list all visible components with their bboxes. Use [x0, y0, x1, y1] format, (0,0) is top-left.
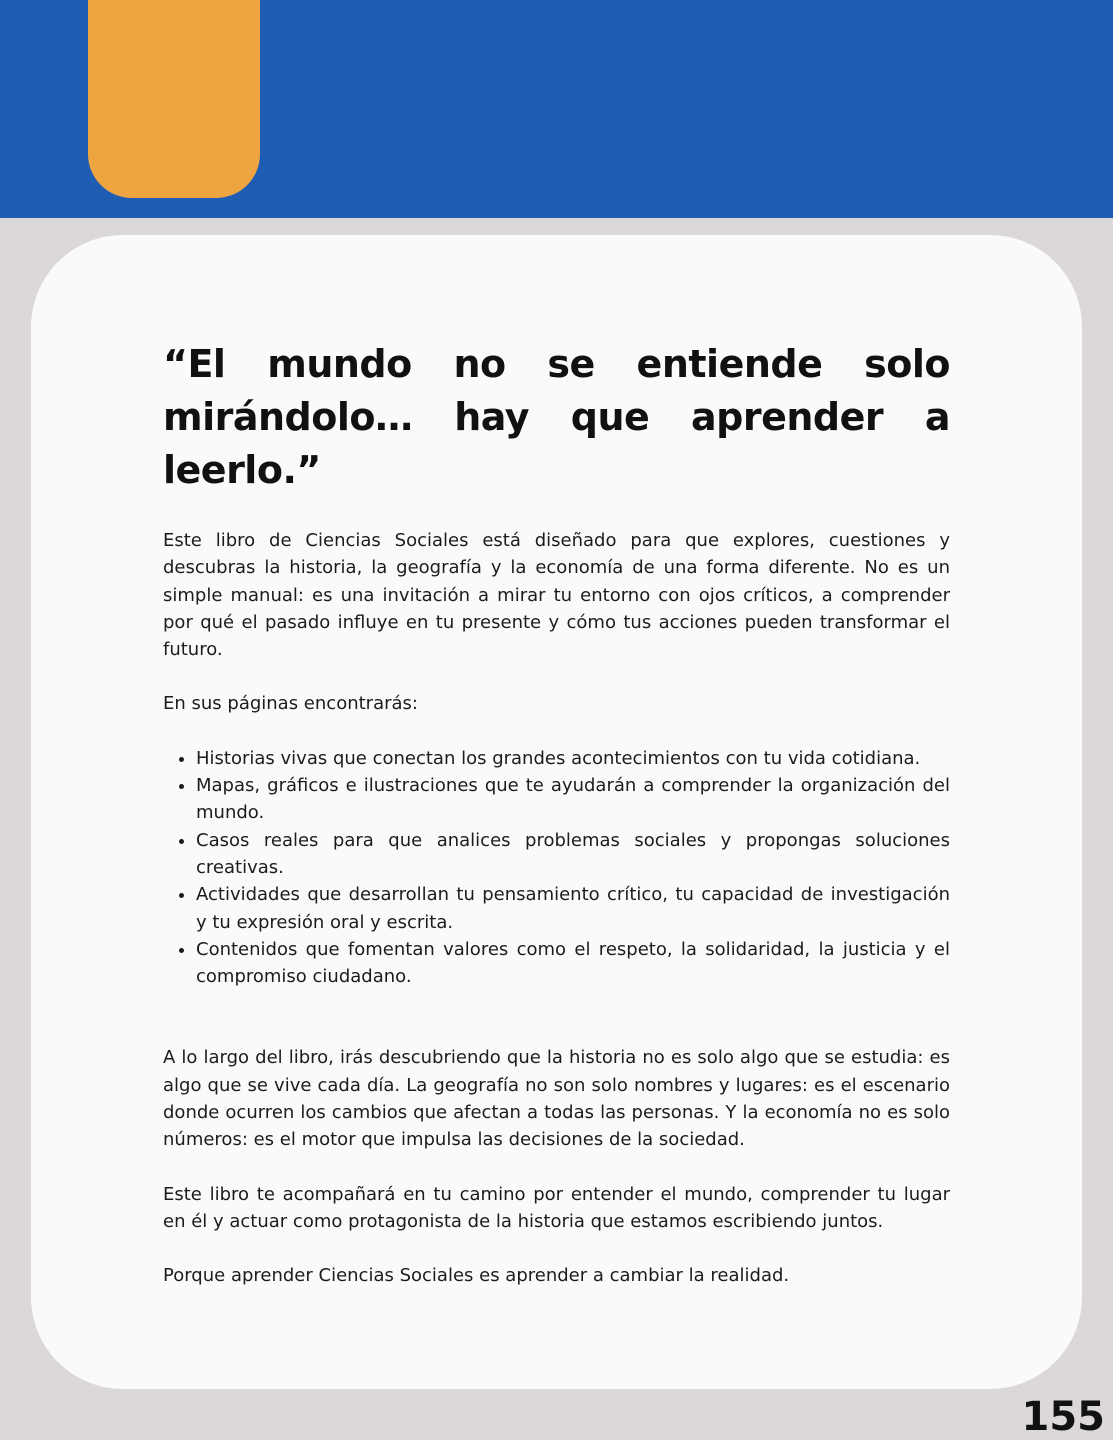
list-item: • Actividades que desarrollan tu pensamiento crítico, tu capacidad de investigación y tu expresión oral y escrita.: [196, 881, 950, 936]
page-number: 155: [1021, 1394, 1105, 1440]
page-heading: “El mundo no se entiende solo mirándolo… hay que aprender a leerlo.”: [163, 342, 950, 492]
page-content: [163, 338, 950, 1290]
list-item: • Contenidos que fomentan valores como el respeto, la solidaridad, la justicia y el compromiso ciudadano.: [196, 936, 950, 991]
list-item: • Mapas, gráficos e ilustraciones que te ayudarán a comprender la organización del mundo.: [196, 772, 950, 827]
list-item: • Casos reales para que analices problemas sociales y propongas soluciones creativas.: [196, 827, 950, 882]
list-intro: En sus páginas encontrarás:: [163, 693, 418, 715]
body-paragraph: A lo largo del libro, irás descubriendo que la historia no es solo algo que se estudia: es algo que se vive cada día. La geografía no son solo nombres y lugares: es el escenario donde ocurren los cambios que afectan a todas las personas. Y la economía no es solo números: es el motor que impulsa las decisiones de la sociedad.: [163, 1047, 950, 1151]
list-item: • Historias vivas que conectan los grandes acontecimientos con tu vida cotidiana.: [196, 745, 950, 772]
features-list: [163, 745, 950, 991]
closing-sentence: Porque aprender Ciencias Sociales es aprender a cambiar la realidad.: [163, 1265, 790, 1287]
orange-tab-decoration: [88, 0, 260, 198]
intro-paragraph: Este libro de Ciencias Sociales está diseñado para que explores, cuestiones y descubras la historia, la geografía y la economía de una forma diferente. No es un simple manual: es una invitación a mirar tu entorno con ojos críticos, a comprender por qué el pasado influye en tu presente y cómo tus acciones pueden transformar el futuro.: [163, 530, 950, 661]
body-paragraph: Este libro te acompañará en tu camino por entender el mundo, comprender tu lugar en él y actuar como protagonista de la historia que estamos escribiendo juntos.: [163, 1183, 950, 1232]
